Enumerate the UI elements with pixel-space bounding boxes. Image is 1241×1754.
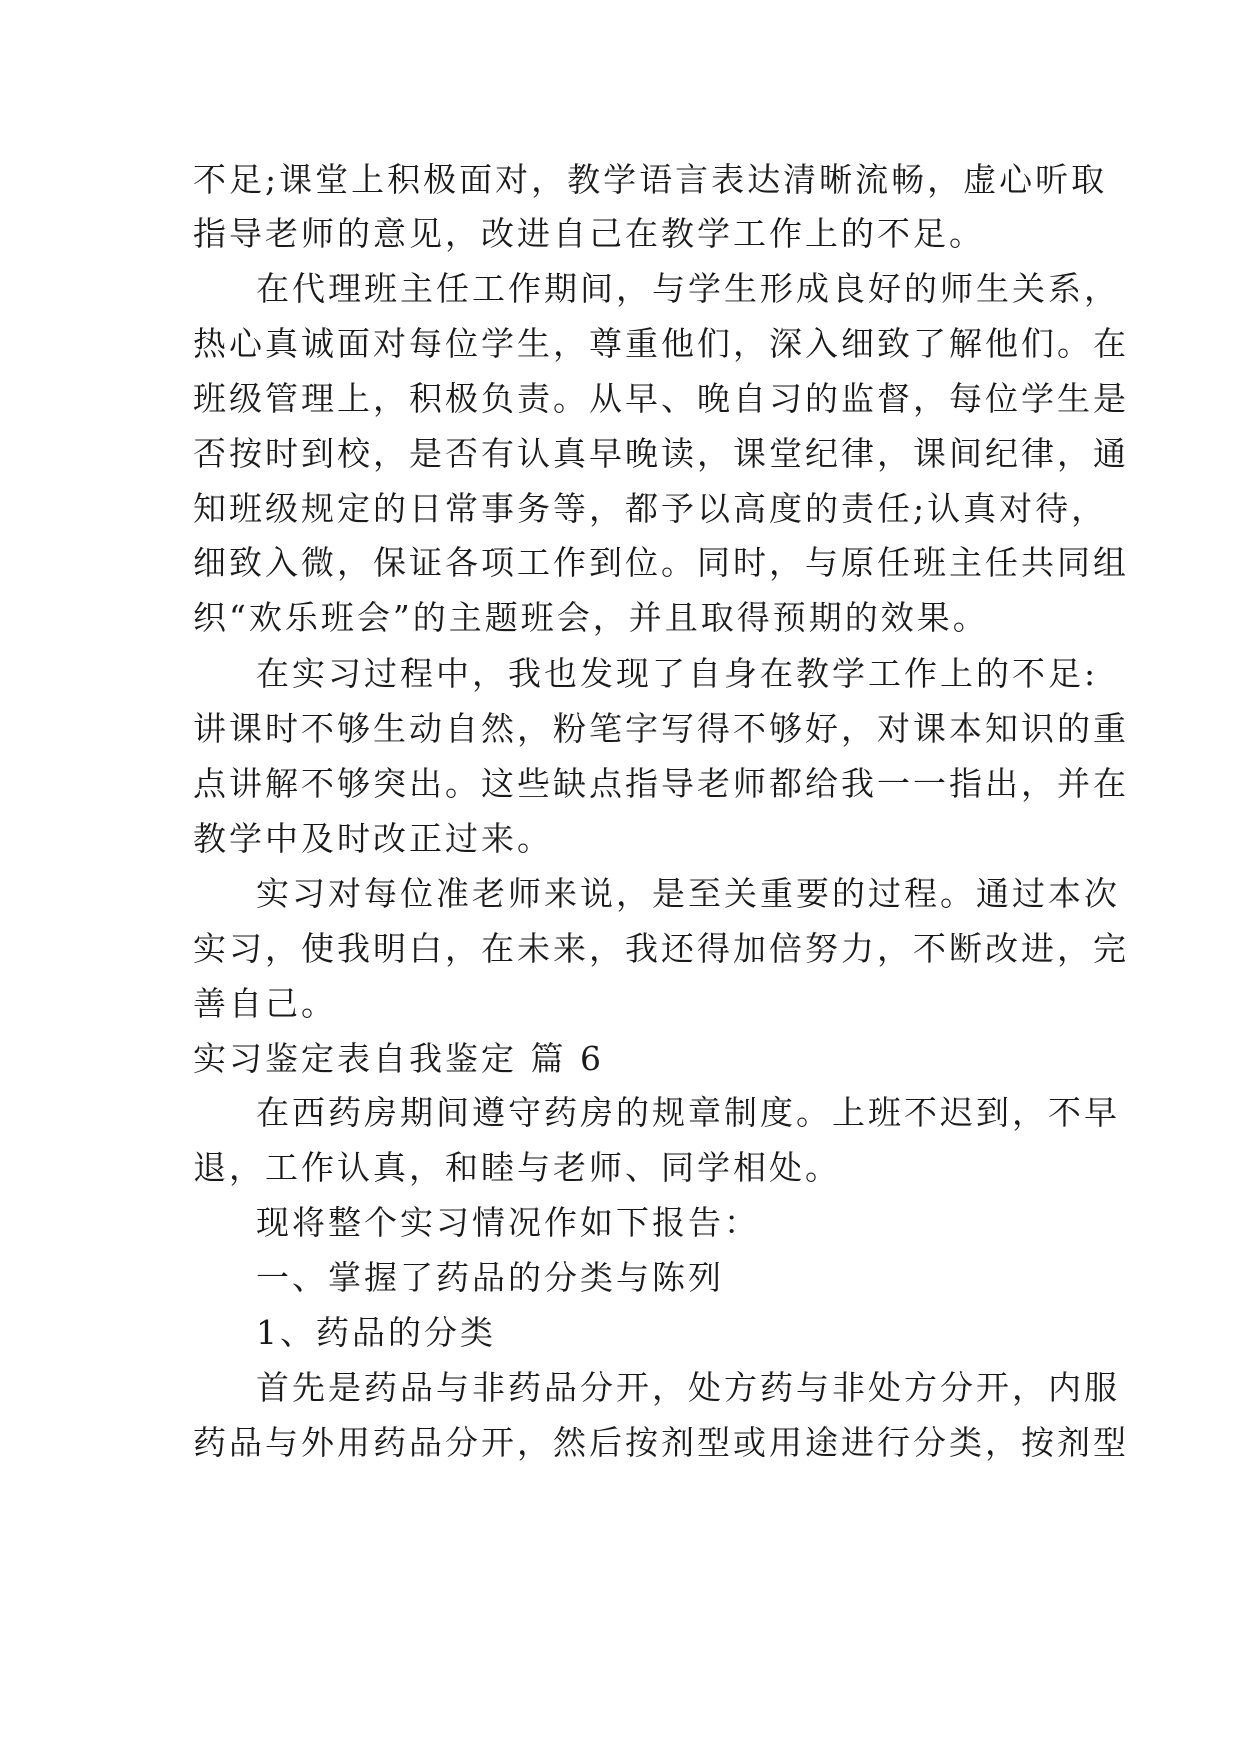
text-line: 讲课时不够生动自然，粉笔字写得不够好，对课本知识的重 (193, 709, 1129, 748)
text-line: 细致入微，保证各项工作到位。同时，与原任班主任共同组 (193, 543, 1129, 582)
text-line: 指导老师的意见，改进自己在教学工作上的不足。 (193, 214, 985, 253)
text-line: 热心真诚面对每位学生，尊重他们，深入细致了解他们。在 (193, 324, 1129, 363)
list-heading: 一、掌握了药品的分类与陈列 (256, 1258, 724, 1297)
list-subheading: 1、药品的分类 (256, 1313, 496, 1352)
text-line: 药品与外用药品分开，然后按剂型或用途进行分类，按剂型 (193, 1423, 1129, 1462)
text-line: 织“欢乐班会”的主题班会，并且取得预期的效果。 (193, 598, 989, 637)
text-line: 不足;课堂上积极面对，教学语言表达清晰流畅，虚心听取 (193, 160, 1108, 199)
paragraph-start: 在代理班主任工作期间，与学生形成良好的师生关系， (256, 269, 1120, 308)
text-line: 善自己。 (193, 984, 337, 1023)
paragraph-start: 现将整个实习情况作如下报告： (256, 1203, 760, 1242)
text-line: 退，工作认真，和睦与老师、同学相处。 (193, 1148, 841, 1187)
paragraph-start: 在实习过程中，我也发现了自身在教学工作上的不足: (256, 654, 1099, 693)
text-line: 否按时到校，是否有认真早晚读，课堂纪律，课间纪律，通 (193, 434, 1129, 473)
text-line: 实习，使我明白，在未来，我还得加倍努力，不断改进，完 (193, 929, 1129, 968)
paragraph-start: 首先是药品与非药品分开，处方药与非处方分开，内服 (256, 1368, 1120, 1407)
text-line: 教学中及时改正过来。 (193, 819, 553, 858)
paragraph-start: 实习对每位准老师来说，是至关重要的过程。通过本次 (256, 874, 1120, 913)
paragraph-start: 在西药房期间遵守药房的规章制度。上班不迟到，不早 (256, 1093, 1120, 1132)
section-heading: 实习鉴定表自我鉴定 篇 6 (193, 1039, 604, 1078)
text-line: 点讲解不够突出。这些缺点指导老师都给我一一指出，并在 (193, 764, 1129, 803)
text-line: 班级管理上，积极负责。从早、晚自习的监督，每位学生是 (193, 379, 1129, 418)
text-line: 知班级规定的日常事务等，都予以高度的责任;认真对待， (193, 489, 1108, 528)
